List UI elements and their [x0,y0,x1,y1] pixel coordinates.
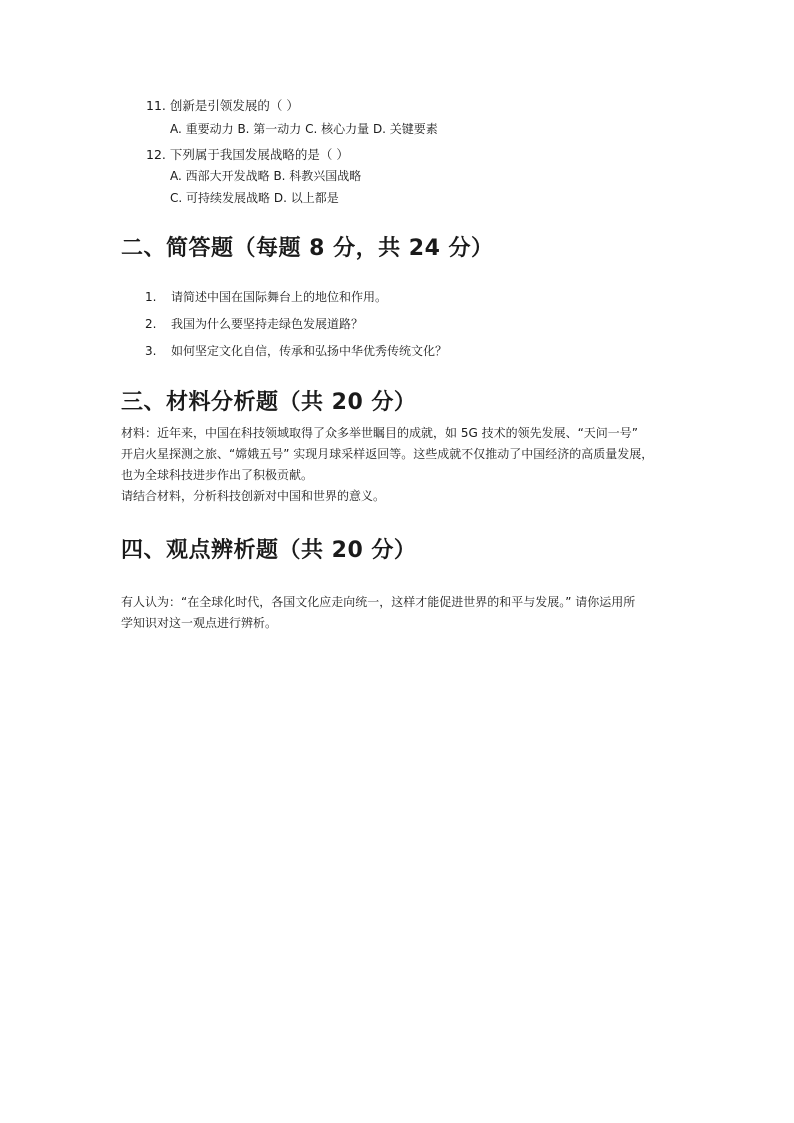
viewpoint-paragraph [121,592,635,634]
item-text: 我国为什么要坚持走绿色发展道路？ [171,317,364,331]
material-paragraph [121,423,653,507]
question-11-stem: 11. 创新是引领发展的（ ） [146,98,299,113]
item-number: 1. [145,290,157,304]
short-answer-heading: 二、简答题（每题 8 分，共 24 分） [121,236,494,261]
question-12-options-line-1: A. 西部大开发战略 B. 科教兴国战略 [170,169,362,183]
question-11-options: A. 重要动力 B. 第一动力 C. 核心力量 D. 关键要素 [170,122,438,136]
material-line-1: 材料：近年来，中国在科技领域取得了众多举世瞩目的成就，如 5G 技术的领先发展、“天问一号” [121,426,638,440]
question-12-options-line-2: C. 可持续发展战略 D. 以上都是 [170,191,339,205]
material-line-2: 开启火星探测之旅、“嫦娥五号” 实现月球采样返回等。这些成就不仅推动了中国经济的高质量发展， [121,447,654,461]
item-number: 3. [145,344,157,358]
item-text: 如何坚定文化自信，传承和弘扬中华优秀传统文化？ [171,344,448,358]
short-answer-item-1 [145,288,387,305]
viewpoint-line-2: 学知识对这一观点进行辨析。 [121,616,278,630]
viewpoint-heading: 四、观点辨析题（共 20 分） [121,538,417,563]
short-answer-item-2 [145,315,363,332]
item-text: 请简述中国在国际舞台上的地位和作用。 [171,290,388,304]
item-number: 2. [145,317,157,331]
material-question: 请结合材料，分析科技创新对中国和世界的意义。 [121,489,386,503]
viewpoint-line-1: 有人认为：“在全球化时代，各国文化应走向统一，这样才能促进世界的和平与发展。” 请你运用所 [121,595,636,609]
material-analysis-heading: 三、材料分析题（共 20 分） [121,390,417,415]
question-12-stem: 12. 下列属于我国发展战略的是（ ） [146,147,349,162]
material-line-3: 也为全球科技进步作出了积极贡献。 [121,468,314,482]
short-answer-item-3 [145,342,447,359]
